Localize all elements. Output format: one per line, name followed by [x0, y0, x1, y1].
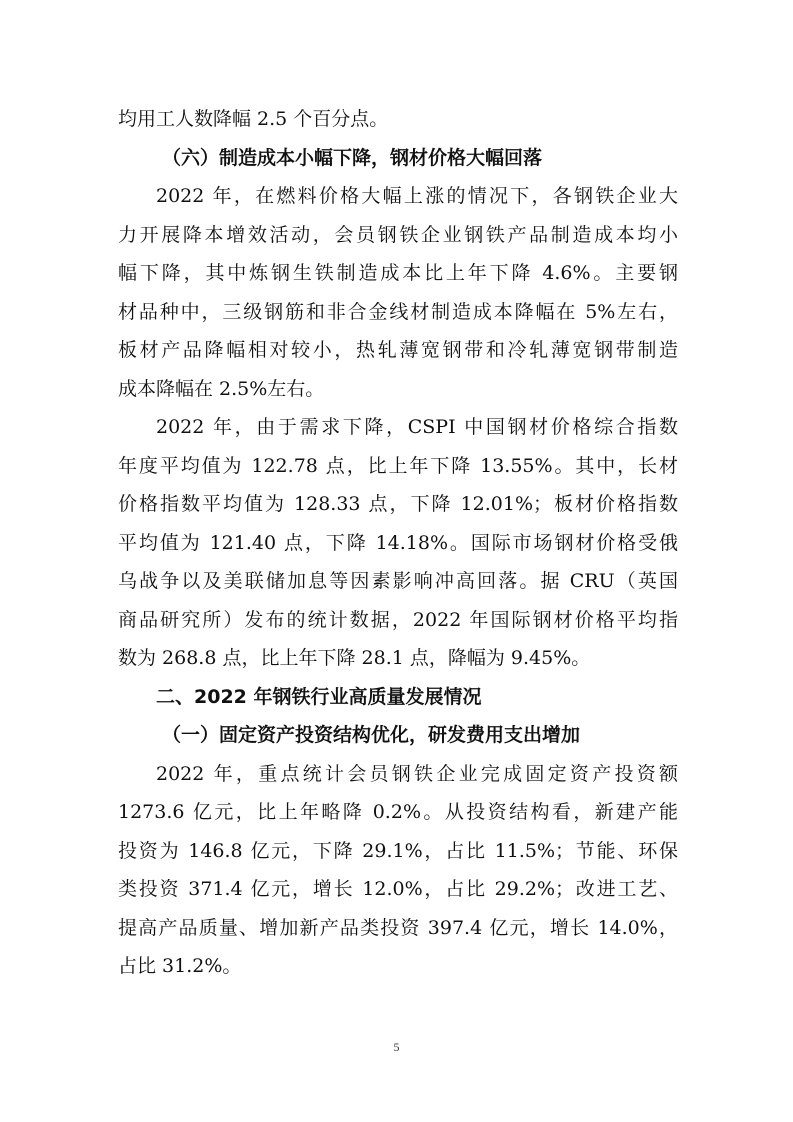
- paragraph-line: 价格指数平均值为 128.33 点，下降 12.01%；板材价格指数: [118, 493, 678, 515]
- section-heading: 二、2022 年钢铁行业高质量发展情况: [156, 685, 482, 708]
- paragraph-line: 占比 31.2%。: [118, 955, 242, 977]
- paragraph-line: 类投资 371.4 亿元，增长 12.0%，占比 29.2%；改进工艺、: [118, 878, 678, 900]
- paragraph-line: 数为 268.8 点，比上年下降 28.1 点，降幅为 9.45%。: [118, 647, 591, 669]
- paragraph-line: 力开展降本增效活动，会员钢铁企业钢铁产品制造成本均小: [118, 223, 678, 246]
- paragraph-line: 成本降幅在 2.5%左右。: [118, 377, 325, 400]
- paragraph-line: 板材产品降幅相对较小，热轧薄宽钢带和冷轧薄宽钢带制造: [118, 339, 678, 361]
- paragraph-line: 商品研究所）发布的统计数据，2022 年国际钢材价格平均指: [118, 608, 678, 631]
- page-number: 5: [393, 1040, 400, 1054]
- paragraph-line: 2022 年，在燃料价格大幅上涨的情况下，各钢铁企业大: [156, 185, 678, 207]
- paragraph-line: 年度平均值为 122.78 点，比上年下降 13.55%。其中，长材: [118, 454, 678, 477]
- paragraph-line: 材品种中，三级钢筋和非合金线材制造成本降幅在 5%左右，: [118, 300, 678, 323]
- paragraph-line: 乌战争以及美联储加息等因素影响冲高回落。据 CRU（英国: [118, 570, 678, 592]
- paragraph-line: 平均值为 121.40 点，下降 14.18%。国际市场钢材价格受俄: [118, 531, 678, 554]
- section-subheading: （六）制造成本小幅下降，钢材价格大幅回落: [162, 146, 543, 169]
- document-body: [118, 100, 678, 986]
- paragraph-line: 2022 年，重点统计会员钢铁企业完成固定资产投资额: [156, 762, 678, 785]
- paragraph-line: 2022 年，由于需求下降，CSPI 中国钢材价格综合指数: [156, 416, 678, 438]
- paragraph-line: 1273.6 亿元，比上年略降 0.2%。从投资结构看，新建产能: [118, 801, 678, 823]
- paragraph-line: 提高产品质量、增加新产品类投资 397.4 亿元，增长 14.0%，: [118, 916, 678, 939]
- section-subheading: （一）固定资产投资结构优化，研发费用支出增加: [162, 724, 581, 746]
- paragraph-line: 幅下降，其中炼钢生铁制造成本比上年下降 4.6%。主要钢: [118, 262, 678, 284]
- paragraph-line: 均用工人数降幅 2.5 个百分点。: [118, 108, 389, 130]
- paragraph-line: 投资为 146.8 亿元，下降 29.1%，占比 11.5%；节能、环保: [118, 839, 678, 862]
